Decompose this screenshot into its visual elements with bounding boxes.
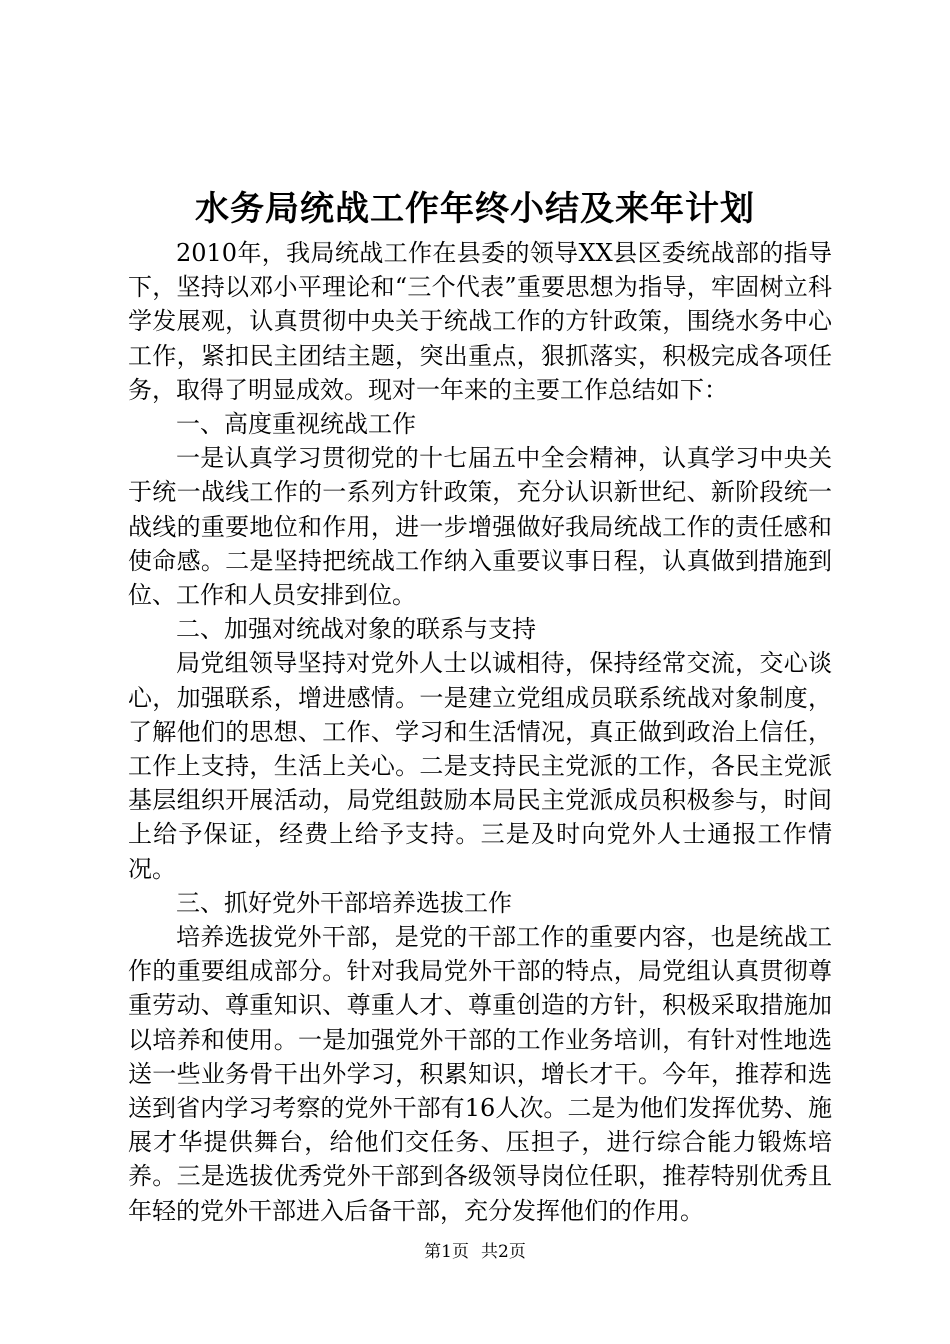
page-number-total: 共2页 — [481, 1242, 526, 1262]
document-body — [128, 236, 832, 1228]
page-footer — [0, 1240, 950, 1264]
paragraph-section-3: 培养选拔党外干部，是党的干部工作的重要内容，也是统战工作的重要组成部分。针对我局党外干部的特点，局党组认真贯彻尊重劳动、尊重知识、尊重人才、尊重创造的方针，积极采取措施加以培养和使用。一是加强党外干部的工作业务培训，有针对性地选送一些业务骨干出外学习，积累知识，增长才干。今年，推荐和选送到省内学习考察的党外干部有16人次。二是为他们发挥优势、施展才华提供舞台，给他们交任务、压担子，进行综合能力锻炼培养。三是选拔优秀党外干部到各级领导岗位任职，推荐特别优秀且年轻的党外干部进入后备干部，充分发挥他们的作用。 — [128, 923, 832, 1225]
section-heading-3: 三、抓好党外干部培养选拔工作 — [176, 888, 512, 917]
paragraph-section-1: 一是认真学习贯彻党的十七届五中全会精神，认真学习中央关于统一战线工作的一系列方针政策，充分认识新世纪、新阶段统一战线的重要地位和作用，进一步增强做好我局统战工作的责任感和使命感。二是坚持把统战工作纳入重要议事日程，认真做到措施到位、工作和人员安排到位。 — [128, 444, 832, 610]
section-heading-1: 一、高度重视统战工作 — [176, 410, 416, 439]
section-heading-2: 二、加强对统战对象的联系与支持 — [176, 615, 536, 644]
document-title: 水务局统战工作年终小结及来年计划 — [195, 189, 755, 229]
paragraph-section-2: 局党组领导坚持对党外人士以诚相待，保持经常交流，交心谈心，加强联系，增进感情。一是建立党组成员联系统战对象制度，了解他们的思想、工作、学习和生活情况，真正做到政治上信任，工作上支持，生活上关心。二是支持民主党派的工作，各民主党派基层组织开展活动，局党组鼓励本局民主党派成员积极参与，时间上给予保证，经费上给予支持。三是及时向党外人士通报工作情况。 — [128, 649, 832, 883]
page-number-current: 第1页 — [424, 1242, 469, 1262]
paragraph-intro: 2010年，我局统战工作在县委的领导XX县区委统战部的指导下，坚持以邓小平理论和“三个代表”重要思想为指导，牢固树立科学发展观，认真贯彻中央关于统战工作的方针政策，围绕水务中心工作，紧扣民主团结主题，突出重点，狠抓落实，积极完成各项任务，取得了明显成效。现对一年来的主要工作总结如下： — [128, 239, 832, 404]
